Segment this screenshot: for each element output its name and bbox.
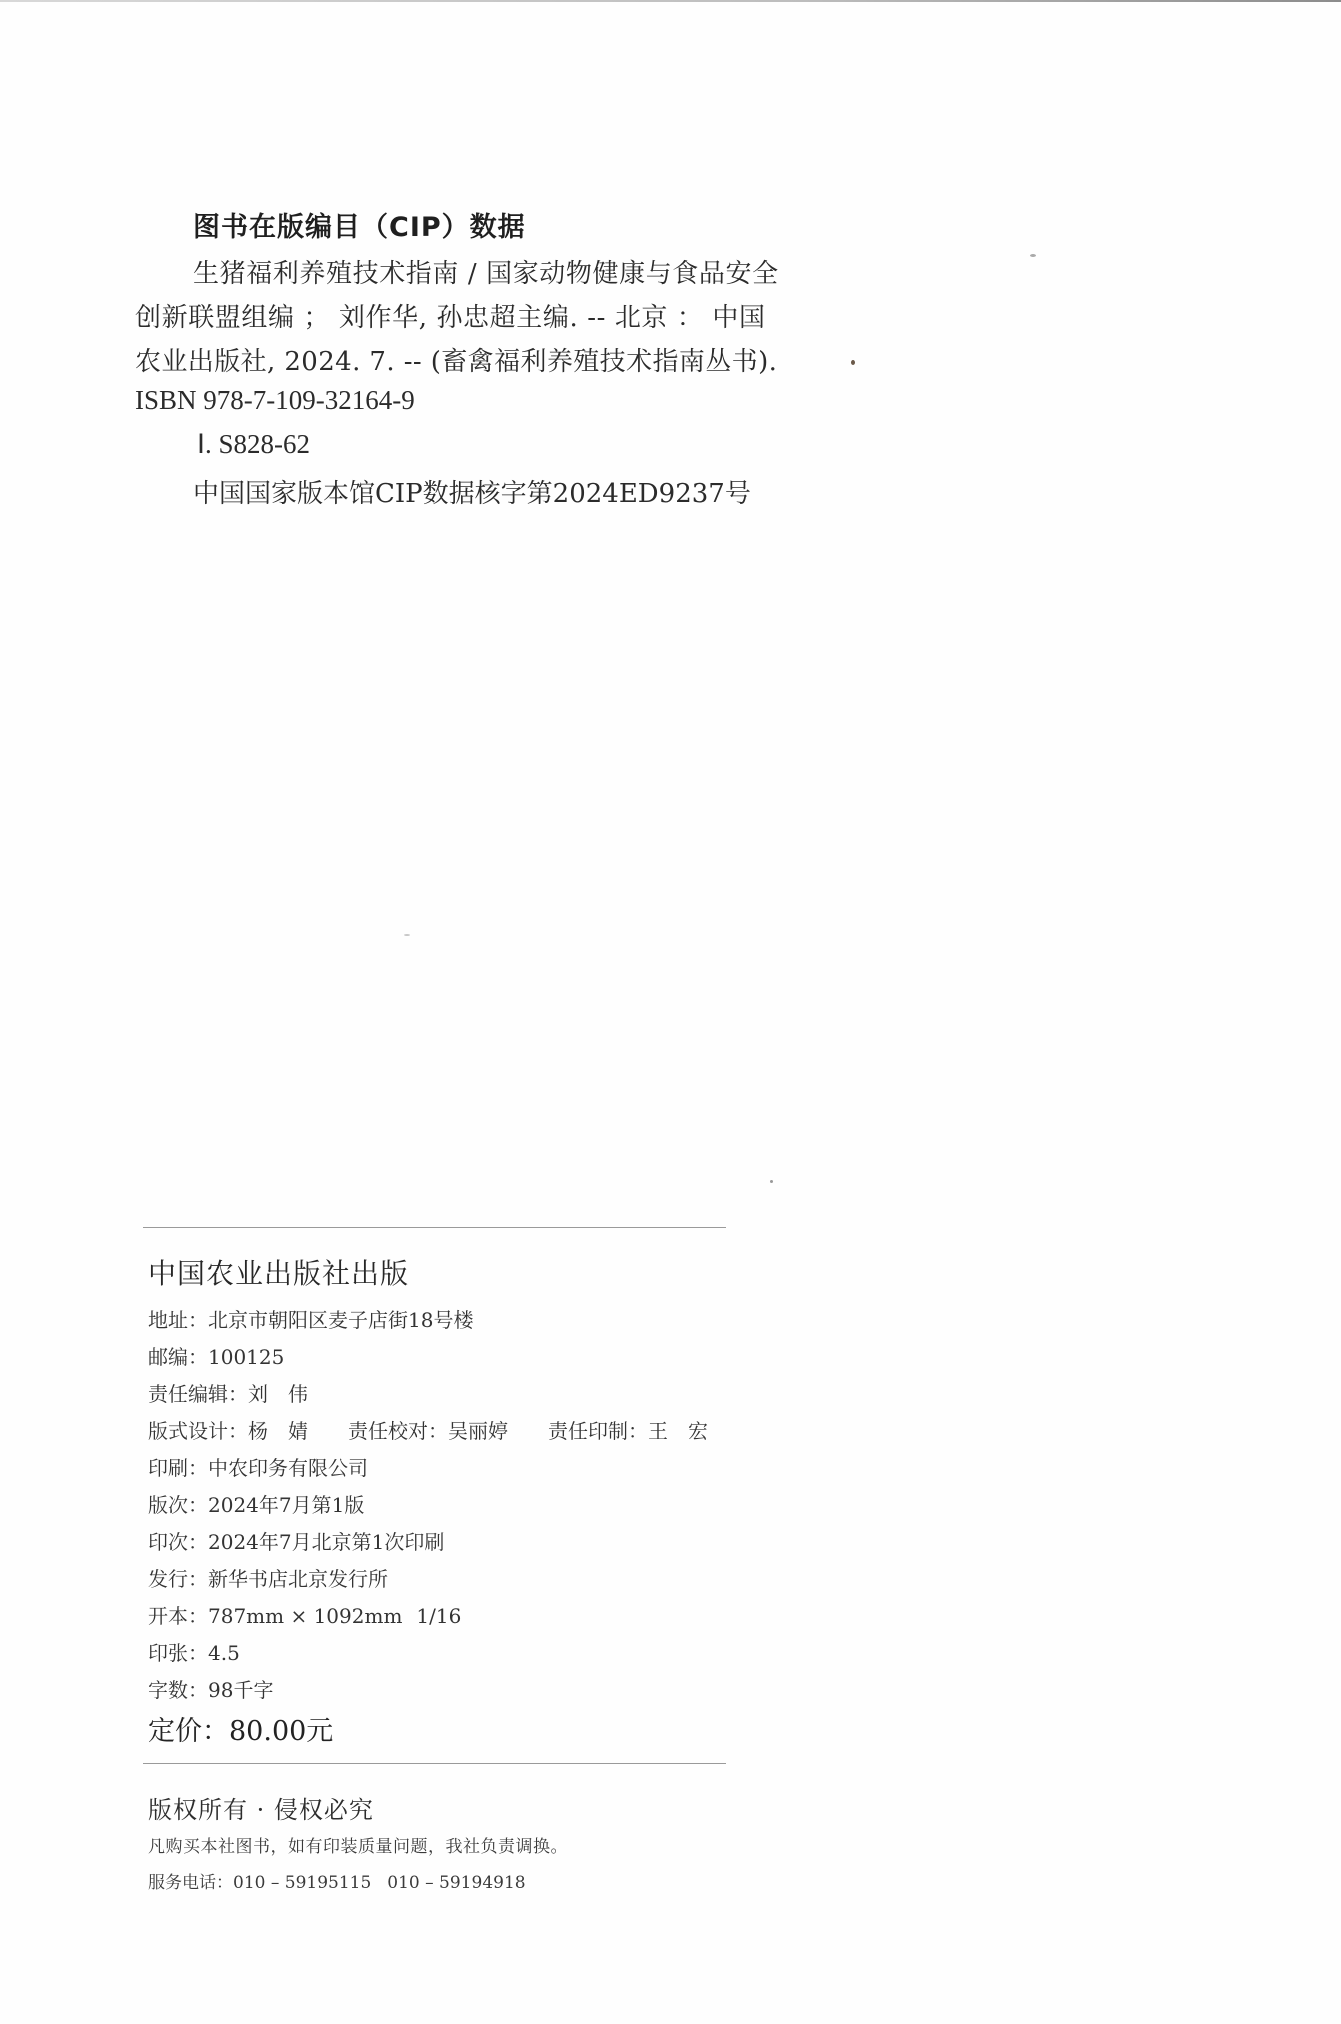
cip-isbn: ISBN 978-7-109-32164-9 — [135, 385, 415, 415]
printer-line: 印刷：中农印务有限公司 — [148, 1456, 368, 1480]
scan-speck — [770, 1180, 773, 1183]
service-phone-1: 服务电话：010 – 59195115 — [148, 1873, 372, 1893]
sheets-line: 印张：4.5 — [148, 1641, 240, 1665]
cip-line-3: 农业出版社, 2024. 7. -- (畜禽福利养殖技术指南丛书). — [135, 347, 778, 377]
postcode-line: 邮编：100125 — [148, 1345, 285, 1369]
cip-line-1: 生猪福利养殖技术指南 / 国家动物健康与食品安全 — [193, 259, 779, 289]
edition-line: 版次：2024年7月第1版 — [148, 1493, 365, 1517]
scan-speck — [1030, 254, 1036, 257]
rights-note: 凡购买本社图书，如有印装质量问题，我社负责调换。 — [148, 1837, 568, 1857]
word-count-line: 字数：98千字 — [148, 1678, 274, 1702]
design-proof-print-line — [148, 1415, 708, 1444]
scan-speck — [404, 934, 410, 936]
imprint-bottom-rule — [143, 1763, 726, 1764]
cip-line-2: 创新联盟组编 ； 刘作华, 孙忠超主编. -- 北京 ： 中国 — [135, 303, 766, 333]
rights-title: 版权所有 · 侵权必究 — [148, 1796, 374, 1824]
proofreader-credit: 责任校对：吴丽婷 — [348, 1419, 508, 1443]
address-line: 地址：北京市朝阳区麦子店街18号楼 — [148, 1308, 474, 1332]
format-line — [148, 1600, 461, 1629]
service-phone-line — [148, 1868, 526, 1893]
price-line: 定价：80.00元 — [148, 1716, 334, 1747]
imprint-top-rule — [143, 1227, 726, 1228]
publisher-line: 中国农业出版社出版 — [148, 1257, 410, 1290]
format-size: 开本：787mm × 1092mm — [148, 1604, 403, 1628]
distributor-line: 发行：新华书店北京发行所 — [148, 1567, 388, 1591]
impression-line: 印次：2024年7月北京第1次印刷 — [148, 1530, 445, 1554]
format-fraction: 1/16 — [416, 1604, 462, 1628]
cip-title: 图书在版编目（CIP）数据 — [193, 212, 526, 243]
scan-top-edge — [0, 0, 1341, 2]
cip-number: 中国国家版本馆CIP数据核字第2024ED9237号 — [193, 479, 751, 509]
cip-classification: Ⅰ. S828-62 — [197, 429, 310, 459]
editor-line: 责任编辑：刘 伟 — [148, 1382, 308, 1406]
service-phone-2: 010 – 59194918 — [387, 1873, 526, 1893]
print-supervisor-credit: 责任印制：王 宏 — [548, 1419, 708, 1443]
design-credit: 版式设计：杨 婧 — [148, 1419, 308, 1443]
scan-speck — [851, 360, 855, 365]
